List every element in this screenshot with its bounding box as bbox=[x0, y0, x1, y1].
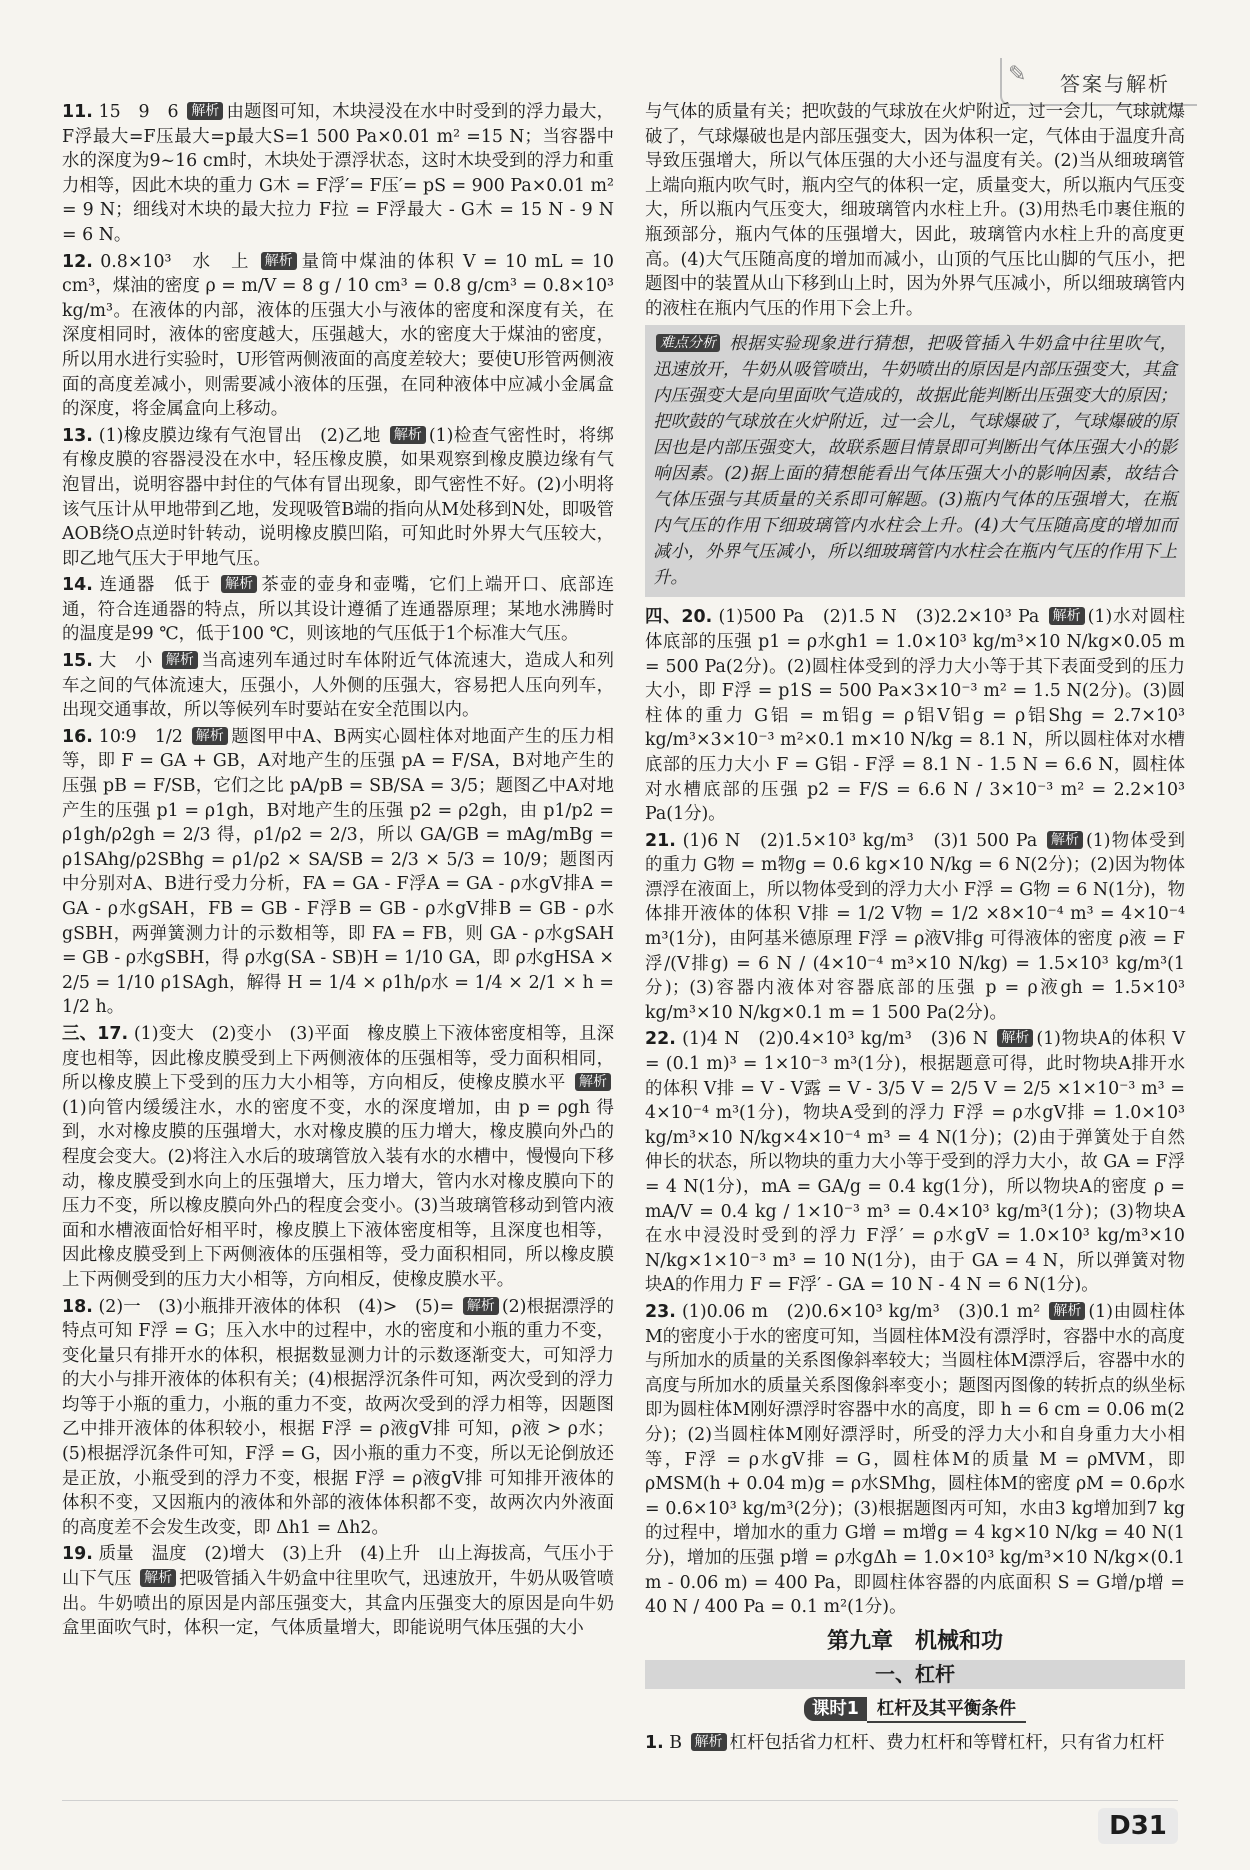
answer-entry: 16. 10∶9 1/2 解析 题图甲中A、B两实心圆柱体对地面产生的压力相等，即 F = GA + GB，A对地产生的压强 pA = F/SA，B对地产生的压强 pB = F/SB，它们之比 pA/pB = SB/SA = 3/5；题图乙中A对地产生的压强 p1 = ρ1gh，B对地产生的压强 p2 = ρ2gh，由 p1/p2 = ρ1gh/ρ2gh = 2/3 得，ρ1/ρ2 = 2/3，所以 GA/GB = mAg/mBg = ρ1SAhg/ρ2SBhg = ρ1/ρ2 × SA/SB = 2/3 × 5/3 = 10/9；题图丙中分别对A、B进行受力分析，FA = GA - F浮A = GA - ρ水gV排A = GA - ρ水gSAH，FB = GB - F浮B = GB - ρ水gV排B = GB - ρ水gSBH，两弹簧测力计的示数相等，即 FA = FB，则 GA - ρ水gSAH = GB - ρ水gSBH，得 ρ水g(SA - SB)H = 1/10 GA，即 ρ水gHSA × 2/5 = 1/10 ρ1SAgh，解得 H = 1/4 × ρ1h/ρ水 = 1/4 × 2/1 × h = 1/2 h。 bbox=[62, 726, 614, 1018]
analysis-text: (1)检查气密性时，将绑有橡皮膜的容器浸没在水中，轻压橡皮膜，如果观察到橡皮膜边缘有气泡冒出，说明容器中封住的气体有冒出现象，即气密性不好。(2)小明将该气压计从甲地带到乙地，发现吸管B端的指向从M处移到N处，即吸管AOB绕O点逆时针转动，说明橡皮膜凹陷，可知此时外界大气压较大，即乙地气压大于甲地气压。 bbox=[62, 425, 614, 569]
answer: (1)6 N (2)1.5×10³ kg/m³ (3)1 500 Pa bbox=[682, 830, 1038, 851]
analysis-text: 把吸管插入牛奶盒中往里吹气，迅速放开，牛奶从吸管喷出。牛奶喷出的原因是内部压强变大，其盒内压强变大的原因是向牛奶盒里面吹气时，体积一定，气体质量增大，即能说明气体压强的大小 bbox=[62, 1569, 614, 1639]
lesson-title: 杠杆及其平衡条件 bbox=[867, 1697, 1026, 1724]
right-column bbox=[645, 100, 1185, 1758]
answer: 0.8×10³ 水 上 bbox=[100, 251, 251, 272]
analysis-text: 当高速列车通过时车体附近气体流速大，造成人和列车之间的气体流速大，压强小，人外侧的压强大，容易把人压向列车，出现交通事故，所以等候列车时要站在安全范围以内。 bbox=[62, 651, 615, 721]
answer-entry: 15. 大 小 解析 当高速列车通过时车体附近气体流速大，造成人和列车之间的气体流速大，压强小，人外侧的压强大，容易把人压向列车，出现交通事故，所以等候列车时要站在安全范围以内。 bbox=[62, 651, 615, 721]
analysis-tag: 解析 bbox=[463, 1297, 499, 1315]
answer: (1)4 N (2)0.4×10³ kg/m³ (3)6 N bbox=[682, 1029, 988, 1050]
analysis-tag: 解析 bbox=[140, 1569, 176, 1587]
answer-entry: 18. (2)一 (3)小瓶排开液体的体积 (4)> (5)= 解析 (2)根据漂浮的特点可知 F浮 = G；压入水中的过程中，水的密度和小瓶的重力不变，变化量只有排开水的体积，根据数显测力计的示数逐渐变大，可知浮力的大小与排开液体的体积有关；(4)根据浮沉条件可知，两次受到的浮力均等于小瓶的重力，小瓶的重力不变，故两次受到的浮力相等，因题图乙中排开液体的体积较小，根据 F浮 = ρ液gV排 可知，ρ液 > ρ水；(5)根据浮沉条件可知，F浮 = G，因小瓶的重力不变，所以无论倒放还是正放，小瓶受到的浮力不变，根据 F浮 = ρ液gV排 可知排开液体的体积不变，又因瓶内的液体和外部的液体体积都不变，故两次内外液面的高度差不会发生改变，即 Δh1 = Δh2。 bbox=[62, 1296, 615, 1538]
answer-entry: 23. (1)0.06 m (2)0.6×10³ kg/m³ (3)0.1 m² 解析 (1)由圆柱体M的密度小于水的密度可知，当圆柱体M没有漂浮时，容器中水的高度与所加水的质量的关系图像斜率较大；当圆柱体M漂浮后，容器中水的高度与所加水的质量关系图像斜率变小；题图丙图像的转折点的纵坐标即为圆柱体M刚好漂浮时容器中水的高度，即 h = 6 cm = 0.06 m(2分)；(2)当圆柱体M刚好漂浮时，所受的浮力大小和自身重力大小相等，F浮 = ρ水gV排 = G，圆柱体M的质量 M = ρMVM，即 ρMSM(h + 0.04 m)g = ρ水SMhg，圆柱体M的密度 ρM = 0.6ρ水 = 0.6×10³ kg/m³(2分)；(3)根据题图丙可知，水由3 kg增加到7 kg的过程中，增加水的重力 G增 = m增g = 4 kg×10 N/kg = 40 N(1分)，增加的压强 p增 = ρ水gΔh = 1.0×10³ kg/m³×10 N/kg×(0.1 m - 0.06 m) = 400 Pa，即圆柱体容器的内底面积 S = G增/p增 = 40 N / 400 Pa = 0.1 m²(1分)。 bbox=[645, 1301, 1186, 1618]
analysis-tag: 解析 bbox=[997, 1029, 1033, 1047]
analysis-text: 由题图可知，木块浸没在水中时受到的浮力最大，F浮最大=F压最大=p最大S=1 500 Pa×0.01 m² =15 N；当容器中水的深度为9~16 cm时，木块处于漂浮状态，这时木块受到的浮力和重力相等，因此木块的重力 G木 = F浮′= F压′= pS = 900 Pa×0.01 m² = 9 N；细线对木块的最大拉力 F拉 = F浮最大 - G木 = 15 N - 9 N = 6 N。 bbox=[62, 102, 614, 245]
header-label: 答案与解析 bbox=[1060, 72, 1170, 96]
answer-entry: 14. 连通器 低于 解析 茶壶的壶身和壶嘴，它们上端开口、底部连通，符合连通器的特点，所以其设计遵循了连通器原理；某地水沸腾时的温度是99 ℃，低于100 ℃，则该地的气压低于1个标准大气压。 bbox=[62, 575, 614, 645]
analysis-text: (1)物体受到的重力 G物 = m物g = 0.6 kg×10 N/kg = 6 N(2分)；(2)因为物体漂浮在液面上，所以物体受到的浮力大小 F浮 = G物 = 6 N(1分)，物体排开液体的体积 V排 = 1/2 V物 = 1/2 ×8×10⁻⁴ m³ = 4×10⁻⁴ m³(1分)，由阿基米德原理 F浮 = ρ液V排g 可得液体的密度 ρ液 = F浮/(V排g) = 6 N / (4×10⁻⁴ m³×10 N/kg) = 1.5×10³ kg/m³(1分)；(3)容器内液体对容器底部的压强 p = ρ液gh = 1.5×10³ kg/m³×10 N/kg×0.1 m = 1 500 Pa(2分)。 bbox=[645, 830, 1185, 1023]
answer: (1)0.06 m (2)0.6×10³ kg/m³ (3)0.1 m² bbox=[681, 1301, 1041, 1322]
page-number: D31 bbox=[1098, 1808, 1178, 1844]
answer-entry: 四、20. (1)500 Pa (2)1.5 N (3)2.2×10³ Pa 解析 (1)水对圆柱体底部的压强 p1 = ρ水gh1 = 1.0×10³ kg/m³×10 N/kg×0.05 m = 500 Pa(2分)。(2)圆柱体受到的浮力大小等于其下表面受到的压力大小，即 F浮 = p1S = 500 Pa×3×10⁻³ m² = 1.5 N(2分)。(3)圆柱体的重力 G铝 = m铝g = ρ铝V铝g = ρ铝Shg = 2.7×10³ kg/m³×3×10⁻³ m²×0.1 m×10 N/kg = 8.1 N，所以圆柱体对水槽底部的压力大小 F = G铝 - F浮 = 8.1 N - 1.5 N = 6.6 N，圆柱体对水槽底部的压强 p2 = F/S = 6.6 N / 3×10⁻³ m² = 2.2×10³ Pa(1分)。 bbox=[645, 607, 1186, 825]
analysis-tag: 解析 bbox=[691, 1733, 727, 1751]
answer-entry: 1. B 解析 杠杆包括省力杠杆、费力杠杆和等臂杠杆，只有省力杠杆 bbox=[645, 1733, 1165, 1754]
analysis-tag: 解析 bbox=[1047, 831, 1083, 849]
answer: (1)橡皮膜边缘有气泡冒出 (2)乙地 bbox=[98, 425, 381, 446]
answer-entry: 21. (1)6 N (2)1.5×10³ kg/m³ (3)1 500 Pa 解析 (1)物体受到的重力 G物 = m物g = 0.6 kg×10 N/kg = 6 N(2分)；(2)因为物体漂浮在液面上，所以物体受到的浮力大小 F浮 = G物 = 6 N(1分)，物体排开液体的体积 V排 = 1/2 V物 = 1/2 ×8×10⁻⁴ m³ = 4×10⁻⁴ m³(1分)，由阿基米德原理 F浮 = ρ液V排g 可得液体的密度 ρ液 = F浮/(V排g) = 6 N / (4×10⁻⁴ m³×10 N/kg) = 1.5×10³ kg/m³(1分)；(3)容器内液体对容器底部的压强 p = ρ液gh = 1.5×10³ kg/m³×10 N/kg×0.1 m = 1 500 Pa(2分)。 bbox=[645, 830, 1185, 1023]
analysis-tag: 解析 bbox=[162, 651, 198, 669]
lesson-tag: 课时1 bbox=[804, 1697, 867, 1722]
analysis-tag: 解析 bbox=[221, 575, 257, 593]
answer-entry: 22. (1)4 N (2)0.4×10³ kg/m³ (3)6 N 解析 (1)物块A的体积 V = (0.1 m)³ = 1×10⁻³ m³(1分)，根据题意可得，此时物块A排开水的体积 V排 = V - V露 = V - 3/5 V = 2/5 V = 2/5 ×1×10⁻³ m³ = 4×10⁻⁴ m³(1分)，物块A受到的浮力 F浮 = ρ水gV排 = 1.0×10³ kg/m³×10 N/kg×4×10⁻⁴ m³ = 4 N(1分)；(2)由于弹簧处于自然伸长的状态，所以物块的重力大小等于受到的浮力大小，故 GA = F浮 = 4 N(1分)，mA = GA/g = 0.4 kg(1分)，所以物块A的密度 ρ = mA/V = 0.4 kg / 1×10⁻³ m³ = 0.4×10³ kg/m³(1分)；(3)物块A在水中浸没时受到的浮力 F浮′ = ρ水gV = 1.0×10³ kg/m³×10 N/kg×1×10⁻³ m³ = 10 N(1分)，由于 GA = 4 N，所以弹簧对物块A的作用力 F = F浮′ - GA = 10 N - 4 N = 6 N(1分)。 bbox=[645, 1029, 1186, 1296]
difficulty-text: 根据实验现象进行猜想，把吸管插入牛奶盒中往里吹气，迅速放开，牛奶从吸管喷出，牛奶喷出的原因是内部压强变大，其盒内压强变大是向里面吹气造成的，故据此能判断出压强变大的原因；把吹鼓的气球放在火炉附近，过一会儿，气球爆破了，气球爆破的原因也是内部压强变大，故联系题目情景即可判断出气体压强大小的影响因素。(2)据上面的猜想能看出气体压强大小的影响因素，故结合气体压强与其质量的关系即可解题。(3)瓶内气体的压强增大，在瓶内气压的作用下细玻璃管内水柱会上升。(4)大气压随高度的增加而减小，外界气压减小，所以细玻璃管内水柱会在瓶内气压的作用下上升。 bbox=[653, 334, 1177, 589]
continued-text: 与气体的质量有关；把吹鼓的气球放在火炉附近，过一会儿，气球就爆破了，气球爆破也是内部压强变大，因为体积一定，气体由于温度升高导致压强增大，所以气体压强的大小还与温度有关。(2)当从细玻璃管上端向瓶内吹气时，瓶内空气的体积一定，质量变大，所以瓶内气压变大，所以瓶内气压变大，细玻璃管内水柱上升。(3)用热毛巾裹住瓶的瓶颈部分，瓶内气体的压强增大，因此，玻璃管内水柱上升的高度更高。(4)大气压随高度的增加而减小，山顶的气压比山脚的气压小，把题图中的装置从山下移到山上时，因为外界气压减小，所以细玻璃管内的液柱在瓶内气压的作用下会上升。 bbox=[645, 102, 1185, 319]
analysis-text: 茶壶的壶身和壶嘴，它们上端开口、底部连通，符合连通器的特点，所以其设计遵循了连通器原理；某地水沸腾时的温度是99 ℃，低于100 ℃，则该地的气压低于1个标准大气压。 bbox=[62, 575, 614, 645]
answer: 15 9 6 bbox=[98, 102, 179, 122]
analysis-tag: 解析 bbox=[1049, 607, 1085, 625]
answer: (2)一 (3)小瓶排开液体的体积 (4)> (5)= bbox=[98, 1296, 455, 1317]
answer-entry: 11. 15 9 6 解析 由题图可知，木块浸没在水中时受到的浮力最大，F浮最大=F压最大=p最大S=1 500 Pa×0.01 m² =15 N；当容器中水的深度为9~16 cm时，木块处于漂浮状态，这时木块受到的浮力和重力相等，因此木块的重力 G木 = F浮′= F压′= pS = 900 Pa×0.01 m² = 9 N；细线对木块的最大拉力 F拉 = F浮最大 - G木 = 15 N - 9 N = 6 N。 bbox=[62, 102, 614, 245]
answer-entry: 三、17. (1)变大 (2)变小 (3)平面 橡皮膜上下液体密度相等，且深度也相等，因此橡皮膜受到上下两侧液体的压强相等，受力面积相同，所以橡皮膜上下受到的压力大小相等，方向相反，使橡皮膜水平 解析(1)向管内缓缓注水，水的密度不变，水的深度增加，由 p = ρgh 得到，水对橡皮膜的压强增大，水对橡皮膜的压力增大，橡皮膜向外凸的程度会变大。(2)将注入水后的玻璃管放入装有水的水槽中，慢慢向下移动，橡皮膜受到水向上的压强增大，压力增大，管内水对橡皮膜向下的压力不变，所以橡皮膜向外凸的程度会变小。(3)当玻璃管移动到管内液面和水槽液面恰好相平时，橡皮膜上下液体密度相等，且深度也相等，因此橡皮膜受到上下两侧液体的压强相等，受力面积相同，所以橡皮膜上下两侧受到的压力大小相等，方向相反，使橡皮膜水平。 bbox=[62, 1023, 614, 1290]
answer: 质量 温度 (2)增大 (3)上升 (4)上升 山上海拔高，气压小于山下气压 bbox=[62, 1544, 614, 1590]
answer: (1)变大 (2)变小 (3)平面 橡皮膜上下液体密度相等，且深度也相等，因此橡皮膜受到上下两侧液体的压强相等，受力面积相同，所以橡皮膜上下受到的压力大小相等，方向相反，使橡皮膜水平 bbox=[62, 1023, 614, 1094]
answer: B bbox=[669, 1733, 683, 1754]
answer: 大 小 bbox=[98, 651, 153, 672]
analysis-tag: 解析 bbox=[390, 426, 426, 444]
analysis-text: 杠杆包括省力杠杆、费力杠杆和等臂杠杆，只有省力杠杆 bbox=[729, 1733, 1165, 1754]
analysis-text: (1)向管内缓缓注水，水的密度不变，水的深度增加，由 p = ρgh 得到，水对橡皮膜的压强增大，水对橡皮膜的压力增大，橡皮膜向外凸的程度会变大。(2)将注入水后的玻璃管放入装有水的水槽中，慢慢向下移动，橡皮膜受到水向上的压强增大，压力增大，管内水对橡皮膜向下的压力不变，所以橡皮膜向外凸的程度会变小。(3)当玻璃管移动到管内液面和水槽液面恰好相平时，橡皮膜上下液体密度相等，且深度也相等，因此橡皮膜受到上下两侧液体的压强相等，受力面积相同，所以橡皮膜上下两侧受到的压力大小相等，方向相反，使橡皮膜水平。 bbox=[62, 1097, 614, 1290]
answer-entry: 19. 质量 温度 (2)增大 (3)上升 (4)上升 山上海拔高，气压小于山下气压 解析 把吸管插入牛奶盒中往里吹气，迅速放开，牛奶从吸管喷出。牛奶喷出的原因是内部压强变大，其盒内压强变大的原因是向牛奶盒里面吹气时，体积一定，气体质量增大，即能说明气体压强的大小 bbox=[62, 1544, 614, 1639]
answer-entry: 12. 0.8×10³ 水 上 解析 量筒中煤油的体积 V = 10 mL = 10 cm³，煤油的密度 ρ = m/V = 8 g / 10 cm³ = 0.8 g/cm³ = 0.8×10³ kg/m³。在液体的内部，液体的压强大小与液体的密度和深度有关，在深度相同时，液体的密度越大，压强越大，水的密度大于煤油的密度，所以用水进行实验时，U形管两侧液面的高度差较大；要使U形管两侧液面的高度差减小，则需要减小液体的压强，在同种液体中应减小金属盒的深度，将金属盒向上移动。 bbox=[62, 251, 614, 420]
section-title: 一、杠杆 bbox=[645, 1660, 1185, 1689]
lesson-heading bbox=[645, 1697, 1185, 1724]
analysis-text: (2)根据漂浮的特点可知 F浮 = G；压入水中的过程中，水的密度和小瓶的重力不变，变化量只有排开水的体积，根据数显测力计的示数逐渐变大，可知浮力的大小与排开液体的体积有关；(4)根据浮沉条件可知，两次受到的浮力均等于小瓶的重力，小瓶的重力不变，故两次受到的浮力相等，因题图乙中排开液体的体积较小，根据 F浮 = ρ液gV排 可知，ρ液 > ρ水；(5)根据浮沉条件可知，F浮 = G，因小瓶的重力不变，所以无论倒放还是正放，小瓶受到的浮力不变，根据 F浮 = ρ液gV排 可知排开液体的体积不变，又因瓶内的液体和外部的液体体积都不变，故两次内外液面的高度差不会发生改变，即 Δh1 = Δh2。 bbox=[62, 1296, 615, 1538]
analysis-tag: 解析 bbox=[261, 252, 297, 270]
difficulty-analysis-box bbox=[645, 325, 1185, 597]
answer: 连通器 低于 bbox=[99, 575, 212, 596]
analysis-tag: 解析 bbox=[187, 102, 223, 120]
header-tag bbox=[1000, 58, 1197, 106]
analysis-tag: 解析 bbox=[575, 1073, 611, 1091]
analysis-text: (1)物块A的体积 V = (0.1 m)³ = 1×10⁻³ m³(1分)，根据题意可得，此时物块A排开水的体积 V排 = V - V露 = V - 3/5 V = 2/5 V = 2/5 ×1×10⁻³ m³ = 4×10⁻⁴ m³(1分)，物块A受到的浮力 F浮 = ρ水gV排 = 1.0×10³ kg/m³×10 N/kg×4×10⁻⁴ m³ = 4 N(1分)；(2)由于弹簧处于自然伸长的状态，所以物块的重力大小等于受到的浮力大小，故 GA = F浮 = 4 N(1分)，mA = GA/g = 0.4 kg(1分)，所以物块A的密度 ρ = mA/V = 0.4 kg / 1×10⁻³ m³ = 0.4×10³ kg/m³(1分)；(3)物块A在水中浸没时受到的浮力 F浮′ = ρ水gV = 1.0×10³ kg/m³×10 N/kg×1×10⁻³ m³ = 10 N(1分)，由于 GA = 4 N，所以弹簧对物块A的作用力 F = F浮′ - GA = 10 N - 4 N = 6 N(1分)。 bbox=[645, 1029, 1186, 1296]
difficulty-tag: 难点分析 bbox=[656, 334, 720, 352]
analysis-text: (1)水对圆柱体底部的压强 p1 = ρ水gh1 = 1.0×10³ kg/m³×10 N/kg×0.05 m = 500 Pa(2分)。(2)圆柱体受到的浮力大小等于其下表面受到的压力大小，即 F浮 = p1S = 500 Pa×3×10⁻³ m² = 1.5 N(2分)。(3)圆柱体的重力 G铝 = m铝g = ρ铝V铝g = ρ铝Shg = 2.7×10³ kg/m³×3×10⁻³ m²×0.1 m×10 N/kg = 8.1 N，所以圆柱体对水槽底部的压力大小 F = G铝 - F浮 = 8.1 N - 1.5 N = 6.6 N，圆柱体对水槽底部的压强 p2 = F/S = 6.6 N / 3×10⁻³ m² = 2.2×10³ Pa(1分)。 bbox=[645, 607, 1186, 825]
answer: (1)500 Pa (2)1.5 N (3)2.2×10³ Pa bbox=[718, 607, 1040, 628]
analysis-text: 量筒中煤油的体积 V = 10 mL = 10 cm³，煤油的密度 ρ = m/V = 8 g / 10 cm³ = 0.8 g/cm³ = 0.8×10³ kg/m³。在液体的内部，液体的压强大小与液体的密度和深度有关，在深度相同时，液体的密度越大，压强越大，水的密度大于煤油的密度，所以用水进行实验时，U形管两侧液面的高度差较大；要使U形管两侧液面的高度差减小，则需要减小液体的压强，在同种液体中应减小金属盒的深度，将金属盒向上移动。 bbox=[62, 251, 614, 420]
chat-icon: ✎ bbox=[1008, 62, 1027, 87]
analysis-tag: 解析 bbox=[1049, 1302, 1085, 1320]
chapter-title: 第九章 机械和功 bbox=[826, 1628, 1003, 1654]
analysis-text: 题图甲中A、B两实心圆柱体对地面产生的压力相等，即 F = GA + GB，A对地产生的压强 pA = F/SA，B对地产生的压强 pB = F/SB，它们之比 pA/pB = SB/SA = 3/5；题图乙中A对地产生的压强 p1 = ρ1gh，B对地产生的压强 p2 = ρ2gh，由 p1/p2 = ρ1gh/ρ2gh = 2/3 得，ρ1/ρ2 = 2/3，所以 GA/GB = mAg/mBg = ρ1SAhg/ρ2SBhg = ρ1/ρ2 × SA/SB = 2/3 × 5/3 = 10/9；题图丙中分别对A、B进行受力分析，FA = GA - F浮A = GA - ρ水gV排A = GA - ρ水gSAH，FB = GB - F浮B = GB - ρ水gV排B = GB - ρ水gSBH，两弹簧测力计的示数相等，即 FA = FB，则 GA - ρ水gSAH = GB - ρ水gSBH，得 ρ水g(SA - SB)H = 1/10 GA，即 ρ水gHSA × 2/5 = 1/10 ρ1SAgh，解得 H = 1/4 × ρ1h/ρ水 = 1/4 × 2/1 × h = 1/2 h。 bbox=[62, 726, 614, 1018]
answer-entry: 13. (1)橡皮膜边缘有气泡冒出 (2)乙地 解析 (1)检查气密性时，将绑有橡皮膜的容器浸没在水中，轻压橡皮膜，如果观察到橡皮膜边缘有气泡冒出，说明容器中封住的气体有冒出现象，即气密性不好。(2)小明将该气压计从甲地带到乙地，发现吸管B端的指向从M处移到N处，即吸管AOB绕O点逆时针转动，说明橡皮膜凹陷，可知此时外界大气压较大，即乙地气压大于甲地气压。 bbox=[62, 425, 614, 569]
footer-divider bbox=[62, 1800, 1178, 1801]
analysis-tag: 解析 bbox=[192, 727, 228, 745]
answer: 10∶9 1/2 bbox=[98, 726, 183, 747]
analysis-text: (1)由圆柱体M的密度小于水的密度可知，当圆柱体M没有漂浮时，容器中水的高度与所加水的质量的关系图像斜率较大；当圆柱体M漂浮后，容器中水的高度与所加水的质量关系图像斜率变小；题图丙图像的转折点的纵坐标即为圆柱体M刚好漂浮时容器中水的高度，即 h = 6 cm = 0.06 m(2分)；(2)当圆柱体M刚好漂浮时，所受的浮力大小和自身重力大小相等，F浮 = ρ水gV排 = G，圆柱体M的质量 M = ρMVM，即 ρMSM(h + 0.04 m)g = ρ水SMhg，圆柱体M的密度 ρM = 0.6ρ水 = 0.6×10³ kg/m³(2分)；(3)根据题图丙可知，水由3 kg增加到7 kg的过程中，增加水的重力 G增 = m增g = 4 kg×10 N/kg = 40 N(1分)，增加的压强 p增 = ρ水gΔh = 1.0×10³ kg/m³×10 N/kg×(0.1 m - 0.06 m) = 400 Pa，即圆柱体容器的内底面积 S = G增/p增 = 40 N / 400 Pa = 0.1 m²(1分)。 bbox=[645, 1301, 1186, 1618]
left-column bbox=[62, 100, 614, 1643]
